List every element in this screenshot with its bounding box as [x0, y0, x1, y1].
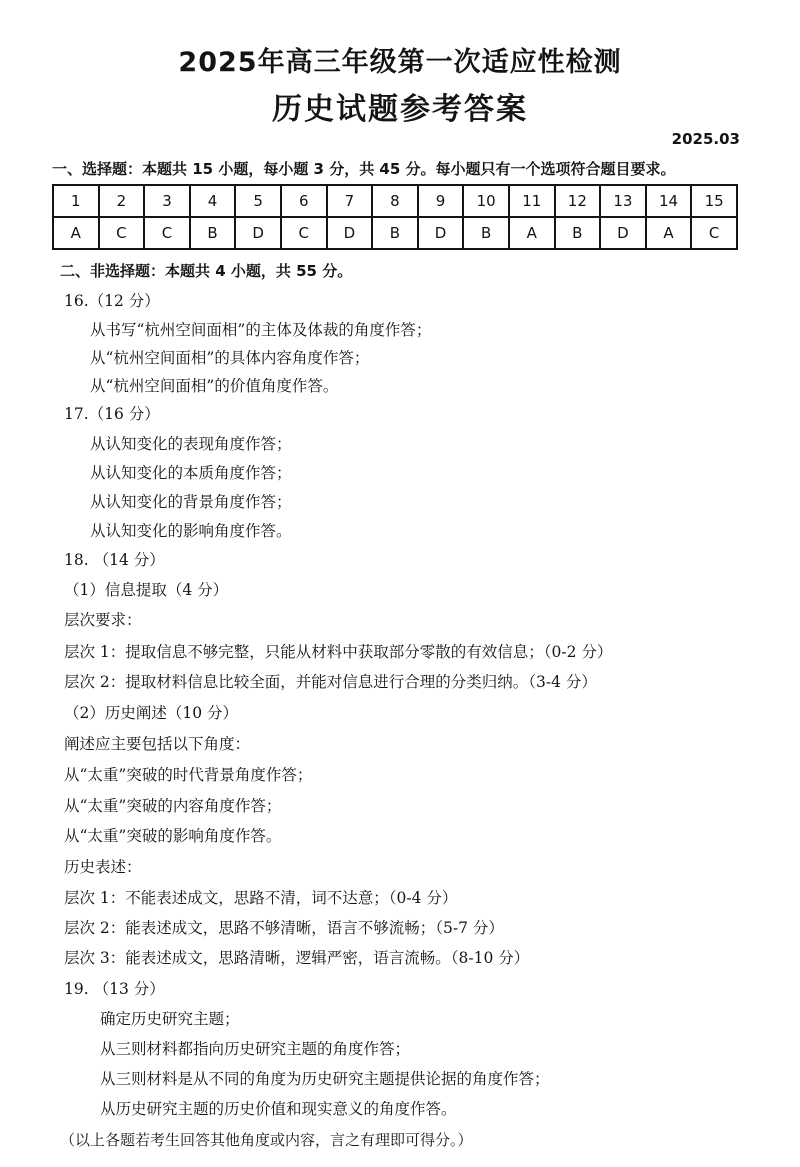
question-number-cell: 14	[646, 185, 692, 217]
section1-heading: 一、选择题：本题共 15 小题，每小题 3 分，共 45 分。每小题只有一个选项符合题目要求。	[52, 160, 676, 178]
question-number-cell: 4	[190, 185, 236, 217]
question-number-cell: 1	[53, 185, 99, 217]
q17-line: 从认知变化的影响角度作答。	[90, 522, 292, 540]
q18-angles-intro: 阐述应主要包括以下角度：	[64, 735, 251, 753]
answer-cell: A	[53, 217, 99, 249]
footer-note: （以上各题若考生回答其他角度或内容，言之有理即可得分。）	[60, 1131, 473, 1149]
answer-cell: A	[509, 217, 555, 249]
answer-cell: C	[99, 217, 145, 249]
answer-cell: D	[418, 217, 464, 249]
q19-line: 确定历史研究主题；	[100, 1010, 240, 1028]
q19-line: 从三则材料都指向历史研究主题的角度作答；	[100, 1040, 411, 1058]
answer-key-title: 历史试题参考答案	[272, 92, 528, 127]
question-number-cell: 7	[327, 185, 373, 217]
answer-cell: C	[691, 217, 737, 249]
question-number-cell: 9	[418, 185, 464, 217]
q17-line: 从认知变化的背景角度作答；	[90, 493, 292, 511]
q17-line: 从认知变化的本质角度作答；	[90, 464, 292, 482]
exam-title: 2025年高三年级第一次适应性检测	[178, 47, 622, 78]
q18-angle: 从“太重”突破的影响角度作答。	[64, 827, 282, 845]
answer-cell: B	[555, 217, 601, 249]
answer-cell: B	[372, 217, 418, 249]
question-number-cell: 5	[235, 185, 281, 217]
question-number-cell: 10	[463, 185, 509, 217]
question-number-cell: 11	[509, 185, 555, 217]
question-number-cell: 15	[691, 185, 737, 217]
answer-cell: C	[281, 217, 327, 249]
q18-level2: 层次 2：提取材料信息比较全面，并能对信息进行合理的分类归纳。（3-4 分）	[64, 673, 597, 691]
question-number-cell: 6	[281, 185, 327, 217]
q18-label: 18. （14 分）	[64, 551, 165, 569]
q17-line: 从认知变化的表现角度作答；	[90, 435, 292, 453]
q18-expression-level: 层次 1：不能表述成文，思路不清，词不达意；（0-4 分）	[64, 889, 458, 907]
answer-cell: C	[144, 217, 190, 249]
section2-heading: 二、非选择题：本题共 4 小题，共 55 分。	[60, 262, 353, 280]
q18-level1: 层次 1：提取信息不够完整，只能从材料中获取部分零散的有效信息；（0-2 分）	[64, 643, 613, 661]
q18-expression-level: 层次 3：能表述成文，思路清晰，逻辑严密，语言流畅。（8-10 分）	[64, 949, 530, 967]
answer-cell: D	[327, 217, 373, 249]
answer-row	[53, 217, 737, 249]
q16-line: 从书写“杭州空间面相”的主体及体裁的角度作答；	[90, 321, 432, 339]
question-number-row	[53, 185, 737, 217]
answer-cell: D	[235, 217, 281, 249]
answer-cell: B	[463, 217, 509, 249]
q18-expression-intro: 历史表述：	[64, 858, 142, 876]
q18-angle: 从“太重”突破的时代背景角度作答；	[64, 766, 313, 784]
q16-line: 从“杭州空间面相”的价值角度作答。	[90, 377, 339, 395]
answer-table	[52, 184, 738, 250]
q18-angle: 从“太重”突破的内容角度作答；	[64, 797, 282, 815]
question-number-cell: 8	[372, 185, 418, 217]
exam-date: 2025.03	[671, 130, 740, 148]
q19-label: 19. （13 分）	[64, 980, 165, 998]
question-number-cell: 13	[600, 185, 646, 217]
q18-level-requirement: 层次要求：	[64, 611, 142, 629]
q18-part1: （1）信息提取（4 分）	[64, 581, 229, 599]
answer-cell: A	[646, 217, 692, 249]
q16-line: 从“杭州空间面相”的具体内容角度作答；	[90, 349, 370, 367]
answer-cell: D	[600, 217, 646, 249]
question-number-cell: 12	[555, 185, 601, 217]
question-number-cell: 2	[99, 185, 145, 217]
question-number-cell: 3	[144, 185, 190, 217]
q19-line: 从三则材料是从不同的角度为历史研究主题提供论据的角度作答；	[100, 1070, 550, 1088]
q18-part2: （2）历史阐述（10 分）	[64, 704, 239, 722]
q18-expression-level: 层次 2：能表述成文，思路不够清晰，语言不够流畅；（5-7 分）	[64, 919, 504, 937]
q19-line: 从历史研究主题的历史价值和现实意义的角度作答。	[100, 1100, 457, 1118]
answer-cell: B	[190, 217, 236, 249]
q17-label: 17.（16 分）	[64, 405, 160, 423]
q16-label: 16.（12 分）	[64, 292, 160, 310]
